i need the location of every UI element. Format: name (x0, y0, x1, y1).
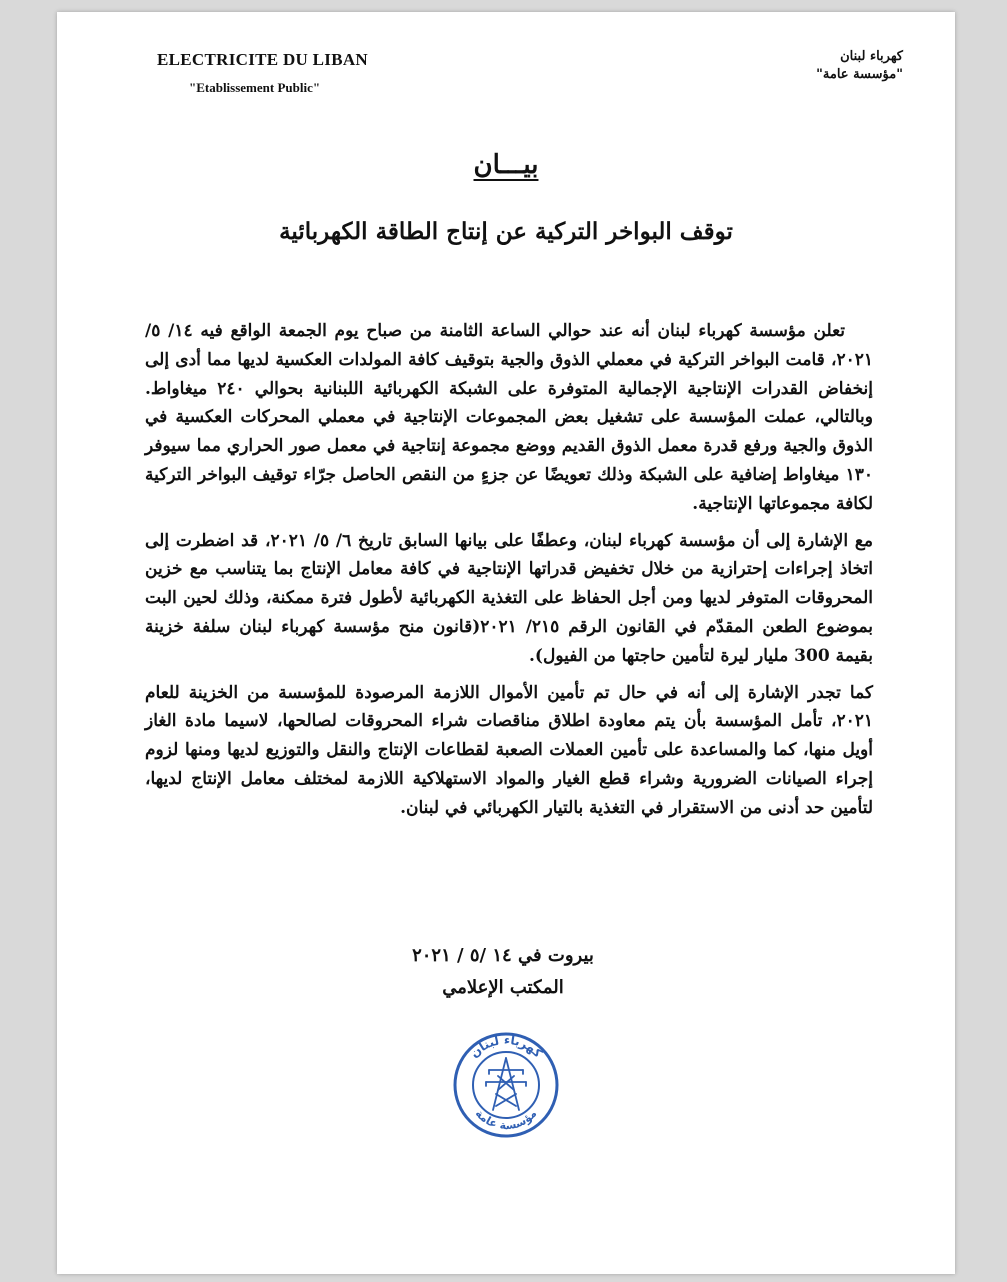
document-subject: توقف البواخر التركية عن إنتاج الطاقة الكهربائية (279, 218, 733, 245)
body-paragraph-2: مع الإشارة إلى أن مؤسسة كهرباء لبنان، وعطفًا على بيانها السابق تاريخ ٦/ ٥/ ٢٠٢١، قد اضطرت إلى اتخاذ إجراءات إحترازية من خلال تخفيض قدراتها الإنتاجية في كافة معامل الإنتاج بما يتناسب مع خزين المحروقات المتوفر لديها ومن أجل الحفاظ على التغذية الكهربائية لأطول فترة ممكنة، وذلك لحين البت بموضوع الطعن المقدّم في القانون الرقم ٢١٥/ ٢٠٢١(قانون منح مؤسسة كهرباء لبنان سلفة خزينة بقيمة 300 مليار ليرة لتأمين حاجتها من الفيول). (145, 530, 874, 666)
letterhead-arabic (816, 48, 903, 84)
org-type-arabic: "مؤسسة عامة" (816, 67, 903, 82)
document-body (145, 317, 873, 831)
seal-text-top: كهرباء لبنان (467, 1032, 546, 1061)
issuing-office: المكتب الإعلامي (442, 977, 564, 998)
letterhead-french (157, 50, 368, 96)
document-page (57, 12, 955, 1274)
body-paragraph-3: كما تجدر الإشارة إلى أنه في حال تم تأمين الأموال اللازمة المرصودة للمؤسسة من الخزينة للعام ٢٠٢١، تأمل المؤسسة بأن يتم معاودة اطلاق مناقصات شراء المحروقات لصالحها، لاسيما مادة الغاز أويل منها، كما والمساعدة على تأمين العملات الصعبة لقطاعات الإنتاج والنقل والتوزيع لديها ومنها لزوم إجراء الصيانات الضرورية وشراء قطع الغيار والمواد الاستهلاكية اللازمة لمختلف معامل الإنتاج لديها، لتأمين حد أدنى من الاستقرار في التغذية بالتيار الكهربائي في لبنان. (145, 682, 873, 818)
org-type-french: "Etablissement Public" (189, 80, 321, 95)
seal-text-bottom: مؤسسة عامة (472, 1107, 540, 1133)
org-name-arabic: كهرباء لبنان (840, 49, 903, 64)
power-pylon-icon (486, 1058, 526, 1110)
org-name-french: ELECTRICITE DU LIBAN (157, 50, 368, 69)
body-paragraph-1: تعلن مؤسسة كهرباء لبنان أنه عند حوالي الساعة الثامنة من صباح يوم الجمعة الواقع فيه ١٤/ ٥/ ٢٠٢١، قامت البواخر التركية في معملي الذوق والجية بتوقيف كافة المولدات العكسية لديها مما أدى إلى إنخفاض القدرات الإنتاجية الإجمالية المتوفرة على الشبكة الكهربائية اللبنانية بحوالي ٢٤٠ ميغاواط. وبالتالي، عملت المؤسسة على تشغيل بعض المجموعات الإنتاجية في معملي المحركات العكسية في الذوق والجية ورفع قدرة معمل الذوق القديم ووضع مجموعة إنتاجية في معمل صور الحراري مما سيوفر ١٣٠ ميغاواط إضافية على الشبكة وذلك تعويضًا عن جزءٍ من النقص الحاصل جرّاء توقيف البواخر التركية لكافة مجموعاتها الإنتاجية. (145, 321, 873, 514)
document-heading: بيـــان (473, 150, 539, 180)
official-seal (451, 1030, 561, 1140)
closing-block (403, 940, 603, 1004)
place-date: بيروت في ١٤ /٥ / ٢٠٢١ (412, 945, 594, 966)
